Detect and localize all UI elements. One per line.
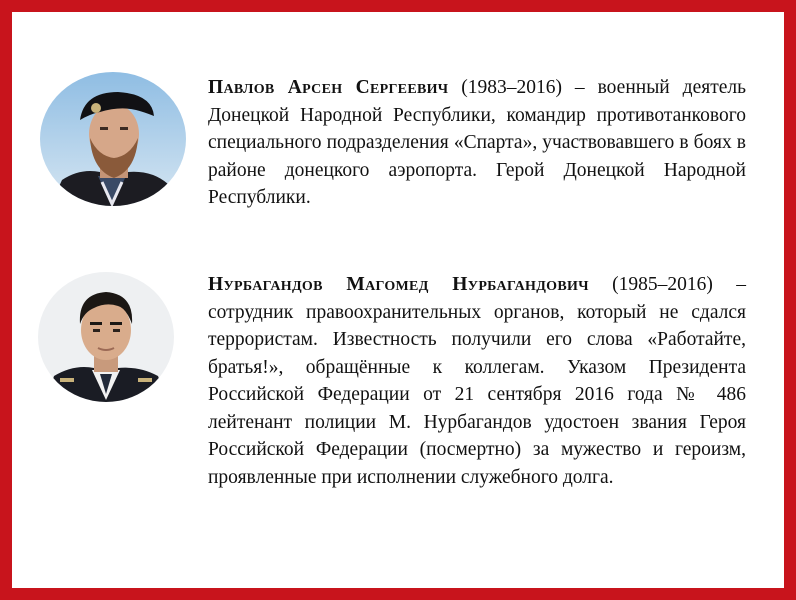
portrait-nurbagandov-image — [38, 272, 174, 402]
portrait-man-uniform-icon — [38, 272, 174, 402]
life-dates: (1985–2016) – — [588, 274, 746, 295]
portrait-man-beret-icon — [40, 72, 186, 206]
bio-nurbagandov — [208, 271, 746, 491]
person-name: Нурбагандов Магомед Нурбагандович — [208, 274, 589, 295]
person-name: Павлов Арсен Сергеевич — [208, 77, 449, 98]
bio-pavlov — [208, 74, 746, 212]
portrait-pavlov-image — [40, 72, 186, 206]
life-dates: (1983–2016) – — [448, 77, 598, 98]
bio-description: военный деятель Донецкой Народной Республики, командир противотанкового специального подразделения «Спарта», участвовавшего в боях в районе донецкого аэропорта. Герой Донецкой Народной Республики. — [208, 77, 746, 208]
bio-description: сотрудник правоохранительных органов, который не сдался террористам. Известность получили его слова «Работайте, братья!», обращённые к коллегам. Указом Президента Российской Федерации от 21 сентября 2016 года № 486 лейтенант полиции М. Нурбагандов удостоен звания Героя Российской Федерации (посмертно) за мужество и героизм, проявленные при исполнении служебного долга. — [208, 301, 746, 488]
